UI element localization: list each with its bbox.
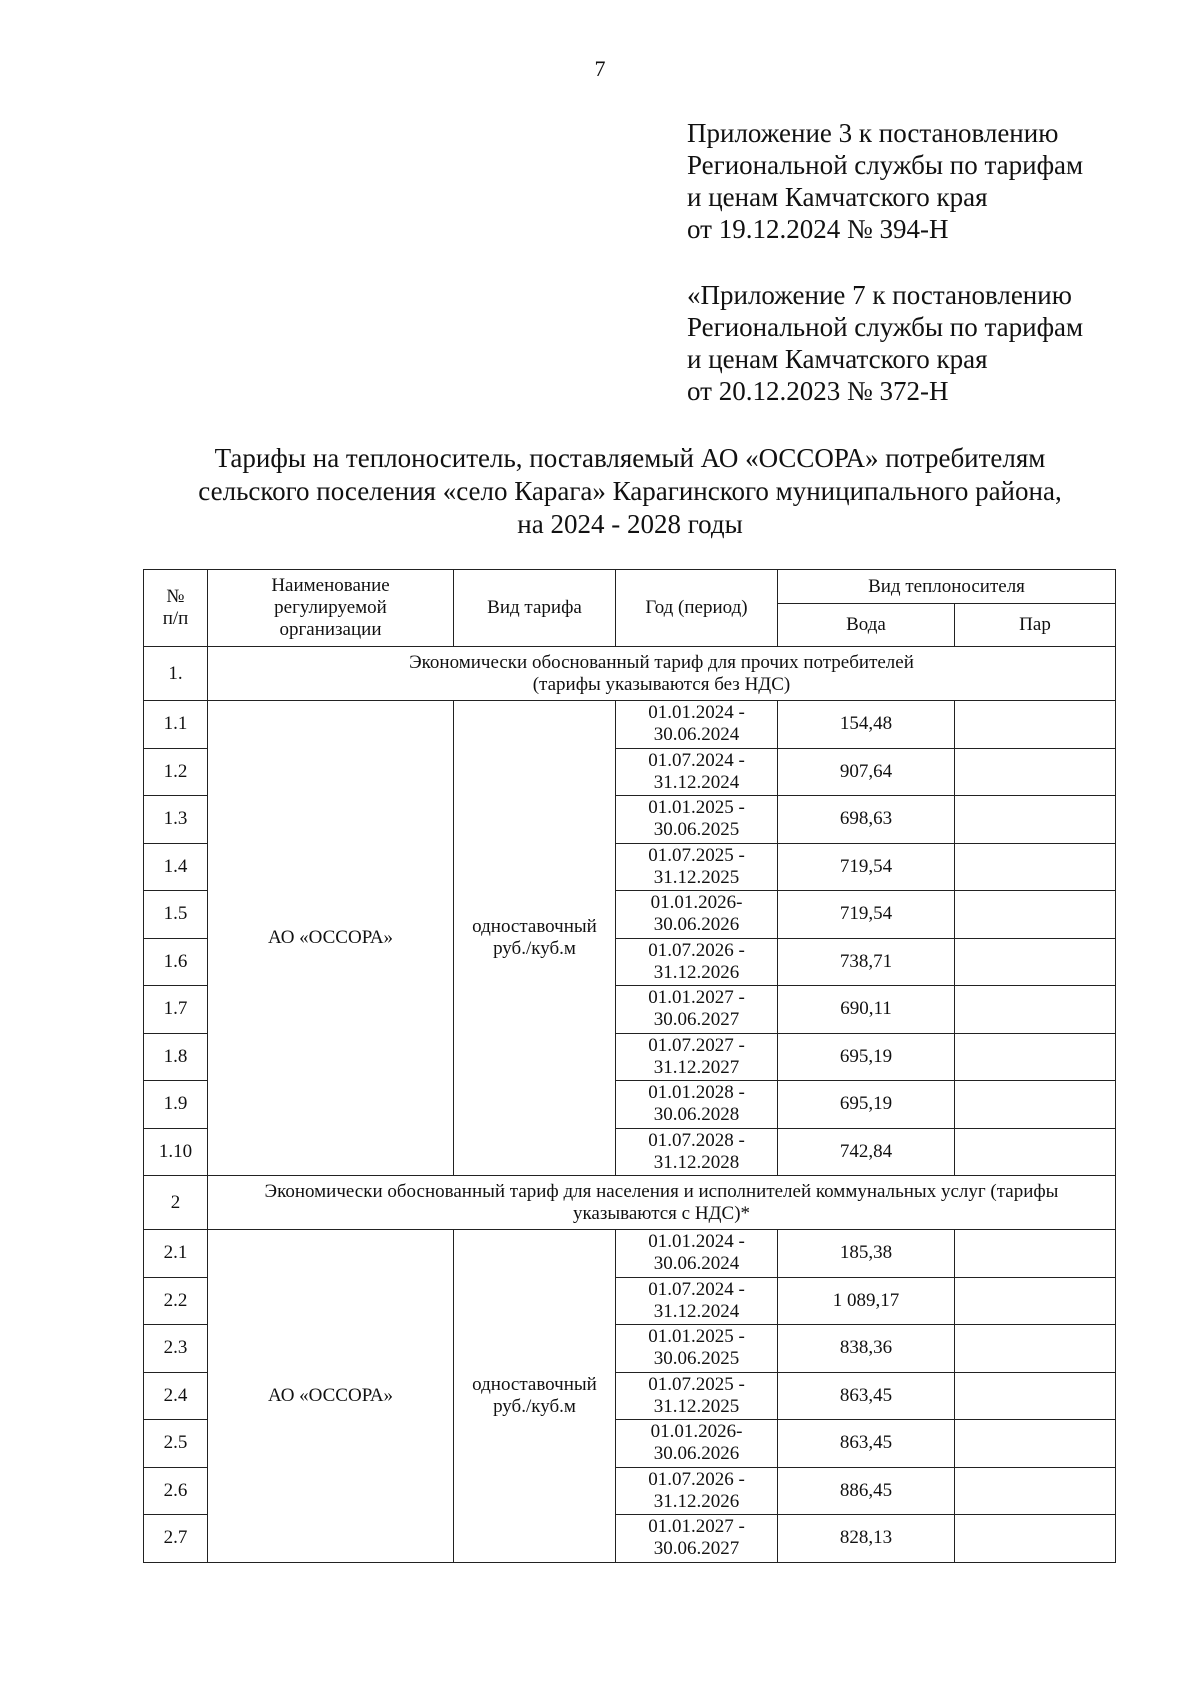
water-value: 719,54 <box>778 843 955 891</box>
row-num: 1.9 <box>144 1081 208 1129</box>
row-num: 2.4 <box>144 1372 208 1420</box>
period-cell: 01.01.2027 - 30.06.2027 <box>616 986 778 1034</box>
steam-value <box>955 1230 1116 1278</box>
period-cell: 01.07.2024 - 31.12.2024 <box>616 748 778 796</box>
steam-value <box>955 1515 1116 1563</box>
period-cell: 01.01.2024 - 30.06.2024 <box>616 1230 778 1278</box>
row-num: 2.5 <box>144 1420 208 1468</box>
appendix-line: Региональной службы по тарифам <box>687 312 1084 342</box>
water-value: 695,19 <box>778 1033 955 1081</box>
row-num: 1.4 <box>144 843 208 891</box>
row-num: 1.6 <box>144 938 208 986</box>
steam-value <box>955 1128 1116 1176</box>
header-row <box>144 570 1116 604</box>
section-num: 1. <box>144 647 208 701</box>
appendix-line: от 19.12.2024 № 394-Н <box>687 214 949 244</box>
header-period: Год (период) <box>616 570 778 647</box>
header-org: Наименование регулируемой организации <box>208 570 454 647</box>
row-num: 1.3 <box>144 796 208 844</box>
appendix-line: Приложение 3 к постановлению <box>687 118 1059 148</box>
row-num: 2.1 <box>144 1230 208 1278</box>
period-cell: 01.01.2025 - 30.06.2025 <box>616 1325 778 1373</box>
section-num: 2 <box>144 1176 208 1230</box>
water-value: 863,45 <box>778 1372 955 1420</box>
steam-value <box>955 843 1116 891</box>
water-value: 698,63 <box>778 796 955 844</box>
steam-value <box>955 1372 1116 1420</box>
table-row <box>144 701 1116 749</box>
section-title: Экономически обоснованный тариф для прочих потребителей (тарифы указываются без НДС) <box>208 647 1116 701</box>
steam-value <box>955 1033 1116 1081</box>
water-value: 828,13 <box>778 1515 955 1563</box>
period-cell: 01.01.2026- 30.06.2026 <box>616 1420 778 1468</box>
steam-value <box>955 796 1116 844</box>
period-cell: 01.01.2024 - 30.06.2024 <box>616 701 778 749</box>
section-row <box>144 1176 1116 1230</box>
appendix-block <box>687 117 1167 245</box>
period-cell: 01.07.2024 - 31.12.2024 <box>616 1277 778 1325</box>
water-value: 695,19 <box>778 1081 955 1129</box>
appendix-line: «Приложение 7 к постановлению <box>687 280 1072 310</box>
original-appendix-block <box>687 279 1167 407</box>
period-cell: 01.01.2026- 30.06.2026 <box>616 891 778 939</box>
row-num: 1.1 <box>144 701 208 749</box>
water-value: 1 089,17 <box>778 1277 955 1325</box>
steam-value <box>955 1325 1116 1373</box>
tariff-table <box>143 569 1116 1563</box>
row-num: 1.10 <box>144 1128 208 1176</box>
title-line: Тарифы на теплоноситель, поставляемый АО «ОССОРА» потребителям <box>214 443 1046 473</box>
org-name: АО «ОССОРА» <box>208 1230 454 1563</box>
header-carrier: Вид теплоносителя <box>778 570 1116 604</box>
steam-value <box>955 938 1116 986</box>
header-steam: Пар <box>955 604 1116 647</box>
water-value: 838,36 <box>778 1325 955 1373</box>
row-num: 2.6 <box>144 1467 208 1515</box>
steam-value <box>955 1277 1116 1325</box>
appendix-line: и ценам Камчатского края <box>687 182 988 212</box>
period-cell: 01.07.2025 - 31.12.2025 <box>616 843 778 891</box>
header-water: Вода <box>778 604 955 647</box>
table-row <box>144 1230 1116 1278</box>
header-num: № п/п <box>144 570 208 647</box>
steam-value <box>955 891 1116 939</box>
period-cell: 01.07.2026 - 31.12.2026 <box>616 938 778 986</box>
title-line: на 2024 - 2028 годы <box>517 509 743 539</box>
period-cell: 01.07.2027 - 31.12.2027 <box>616 1033 778 1081</box>
period-cell: 01.07.2028 - 31.12.2028 <box>616 1128 778 1176</box>
period-cell: 01.01.2027 - 30.06.2027 <box>616 1515 778 1563</box>
steam-value <box>955 701 1116 749</box>
water-value: 719,54 <box>778 891 955 939</box>
header-tariff-type: Вид тарифа <box>454 570 616 647</box>
row-num: 2.3 <box>144 1325 208 1373</box>
tariff-type: одноставочный руб./куб.м <box>454 701 616 1176</box>
row-num: 2.2 <box>144 1277 208 1325</box>
section-title: Экономически обоснованный тариф для населения и исполнителей коммунальных услуг (тарифы указываются с НДС)* <box>208 1176 1116 1230</box>
water-value: 738,71 <box>778 938 955 986</box>
water-value: 886,45 <box>778 1467 955 1515</box>
row-num: 2.7 <box>144 1515 208 1563</box>
steam-value <box>955 986 1116 1034</box>
period-cell: 01.01.2025 - 30.06.2025 <box>616 796 778 844</box>
water-value: 185,38 <box>778 1230 955 1278</box>
water-value: 907,64 <box>778 748 955 796</box>
steam-value <box>955 1081 1116 1129</box>
document-title <box>130 442 1130 541</box>
title-line: сельского поселения «село Карага» Карагинского муниципального района, <box>198 476 1062 506</box>
water-value: 863,45 <box>778 1420 955 1468</box>
steam-value <box>955 1420 1116 1468</box>
steam-value <box>955 1467 1116 1515</box>
appendix-line: и ценам Камчатского края <box>687 344 988 374</box>
appendix-line: от 20.12.2023 № 372-Н <box>687 376 949 406</box>
row-num: 1.2 <box>144 748 208 796</box>
period-cell: 01.01.2028 - 30.06.2028 <box>616 1081 778 1129</box>
water-value: 154,48 <box>778 701 955 749</box>
water-value: 690,11 <box>778 986 955 1034</box>
row-num: 1.7 <box>144 986 208 1034</box>
water-value: 742,84 <box>778 1128 955 1176</box>
section-row <box>144 647 1116 701</box>
tariff-type: одноставочный руб./куб.м <box>454 1230 616 1563</box>
row-num: 1.8 <box>144 1033 208 1081</box>
page-number: 7 <box>594 56 606 81</box>
appendix-line: Региональной службы по тарифам <box>687 150 1084 180</box>
steam-value <box>955 748 1116 796</box>
period-cell: 01.07.2026 - 31.12.2026 <box>616 1467 778 1515</box>
period-cell: 01.07.2025 - 31.12.2025 <box>616 1372 778 1420</box>
row-num: 1.5 <box>144 891 208 939</box>
org-name: АО «ОССОРА» <box>208 701 454 1176</box>
